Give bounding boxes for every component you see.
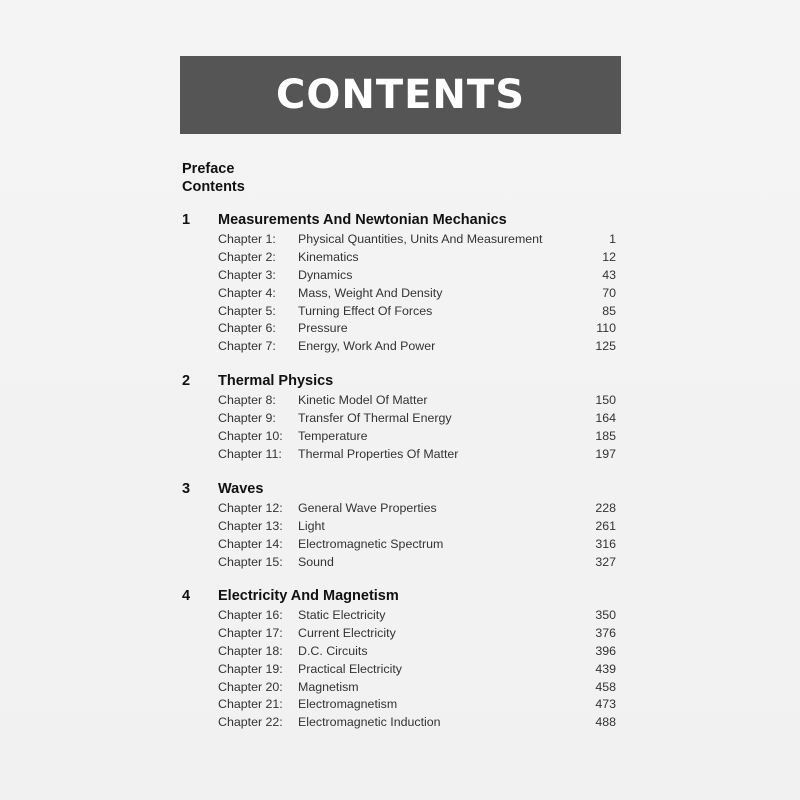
chapter-page-number: 350 (595, 608, 616, 622)
chapter-row[interactable] (0, 608, 800, 626)
chapter-page-number: 488 (595, 715, 616, 730)
chapter-label: Chapter 7: (218, 339, 276, 354)
chapter-label: Chapter 15: (218, 554, 283, 569)
toc-part (0, 212, 800, 357)
chapter-title: Magnetism (298, 679, 359, 694)
chapter-page-number: 376 (595, 625, 616, 640)
chapter-row[interactable] (0, 411, 800, 429)
chapter-row[interactable] (0, 537, 800, 555)
part-heading (0, 588, 800, 608)
part-number: 4 (182, 588, 191, 604)
chapter-page-number: 125 (595, 339, 616, 354)
part-heading (0, 212, 800, 232)
chapter-page-number: 85 (602, 303, 616, 318)
chapter-label: Chapter 3: (218, 267, 276, 282)
chapter-row[interactable] (0, 321, 800, 339)
chapter-label: Chapter 8: (218, 393, 276, 407)
part-number: 1 (182, 212, 191, 228)
chapter-row[interactable] (0, 286, 800, 304)
chapter-label: Chapter 10: (218, 428, 283, 443)
chapter-title: Sound (298, 554, 334, 569)
chapter-row[interactable] (0, 555, 800, 573)
chapter-row[interactable] (0, 662, 800, 680)
front-matter (182, 160, 245, 196)
chapter-page-number: 439 (595, 661, 616, 676)
chapter-label: Chapter 12: (218, 501, 283, 515)
chapter-label: Chapter 14: (218, 536, 283, 551)
chapter-title: General Wave Properties (298, 501, 437, 515)
part-heading (0, 481, 800, 501)
chapter-label: Chapter 11: (218, 446, 282, 461)
chapter-title: Mass, Weight And Density (298, 285, 443, 300)
part-title: Thermal Physics (218, 373, 334, 389)
chapter-title: Kinematics (298, 249, 359, 264)
chapter-title: Practical Electricity (298, 661, 402, 676)
chapter-page-number: 12 (602, 249, 616, 264)
chapter-row[interactable] (0, 715, 800, 733)
chapter-label: Chapter 4: (218, 285, 276, 300)
chapter-row[interactable] (0, 429, 800, 447)
chapter-page-number: 396 (595, 643, 616, 658)
chapter-row[interactable] (0, 501, 800, 519)
chapter-page-number: 70 (602, 285, 616, 300)
chapter-label: Chapter 6: (218, 321, 276, 336)
chapter-row[interactable] (0, 644, 800, 662)
chapter-row[interactable] (0, 519, 800, 537)
part-title: Waves (218, 481, 264, 497)
chapter-title: Temperature (298, 428, 368, 443)
toc-part (0, 373, 800, 465)
chapter-title: Thermal Properties Of Matter (298, 446, 459, 461)
part-heading (0, 373, 800, 393)
front-matter-item: Preface (182, 161, 235, 177)
chapter-page-number: 1 (609, 232, 616, 246)
chapter-page-number: 185 (595, 428, 616, 443)
chapter-title: Energy, Work And Power (298, 339, 436, 354)
chapter-label: Chapter 18: (218, 643, 283, 658)
page-title: CONTENTS (275, 72, 525, 118)
chapter-page-number: 458 (595, 679, 616, 694)
toc-part (0, 481, 800, 573)
chapter-label: Chapter 21: (218, 697, 283, 712)
chapter-label: Chapter 5: (218, 303, 276, 318)
chapter-page-number: 43 (602, 267, 616, 282)
title-banner (180, 56, 621, 134)
chapter-page-number: 327 (595, 554, 616, 569)
chapter-page-number: 150 (595, 393, 616, 407)
chapter-label: Chapter 2: (218, 249, 276, 264)
chapter-title: Electromagnetism (298, 697, 398, 712)
chapter-title: Dynamics (298, 267, 353, 282)
chapter-row[interactable] (0, 304, 800, 322)
chapter-page-number: 164 (595, 410, 616, 425)
chapter-page-number: 197 (595, 446, 616, 461)
chapter-page-number: 473 (595, 697, 616, 712)
chapter-title: Current Electricity (298, 625, 396, 640)
chapter-title: D.C. Circuits (298, 643, 368, 658)
chapter-title: Static Electricity (298, 608, 386, 622)
chapter-page-number: 316 (595, 536, 616, 551)
part-number: 2 (182, 373, 191, 389)
chapter-title: Light (298, 518, 325, 533)
chapter-row[interactable] (0, 393, 800, 411)
part-title: Electricity And Magnetism (218, 588, 399, 604)
chapter-title: Transfer Of Thermal Energy (298, 410, 452, 425)
chapter-label: Chapter 20: (218, 679, 283, 694)
chapter-title: Pressure (298, 321, 348, 336)
chapter-row[interactable] (0, 268, 800, 286)
chapter-row[interactable] (0, 232, 800, 250)
chapter-row[interactable] (0, 697, 800, 715)
chapter-row[interactable] (0, 626, 800, 644)
chapter-title: Physical Quantities, Units And Measurement (298, 232, 543, 246)
chapter-row[interactable] (0, 447, 800, 465)
toc-part (0, 588, 800, 733)
chapter-label: Chapter 1: (218, 232, 276, 246)
chapter-label: Chapter 13: (218, 518, 283, 533)
chapter-page-number: 261 (595, 518, 616, 533)
chapter-title: Kinetic Model Of Matter (298, 393, 428, 407)
chapter-label: Chapter 22: (218, 715, 283, 730)
part-title: Measurements And Newtonian Mechanics (218, 212, 507, 228)
chapter-page-number: 228 (595, 501, 616, 515)
chapter-row[interactable] (0, 339, 800, 357)
chapter-title: Electromagnetic Spectrum (298, 536, 444, 551)
chapter-label: Chapter 9: (218, 410, 276, 425)
chapter-label: Chapter 17: (218, 625, 283, 640)
part-number: 3 (182, 481, 191, 497)
chapter-label: Chapter 19: (218, 661, 283, 676)
chapter-label: Chapter 16: (218, 608, 283, 622)
chapter-page-number: 110 (596, 321, 616, 336)
chapter-row[interactable] (0, 250, 800, 268)
chapter-title: Turning Effect Of Forces (298, 303, 433, 318)
chapter-row[interactable] (0, 680, 800, 698)
chapter-title: Electromagnetic Induction (298, 715, 441, 730)
front-matter-item: Contents (182, 179, 245, 195)
